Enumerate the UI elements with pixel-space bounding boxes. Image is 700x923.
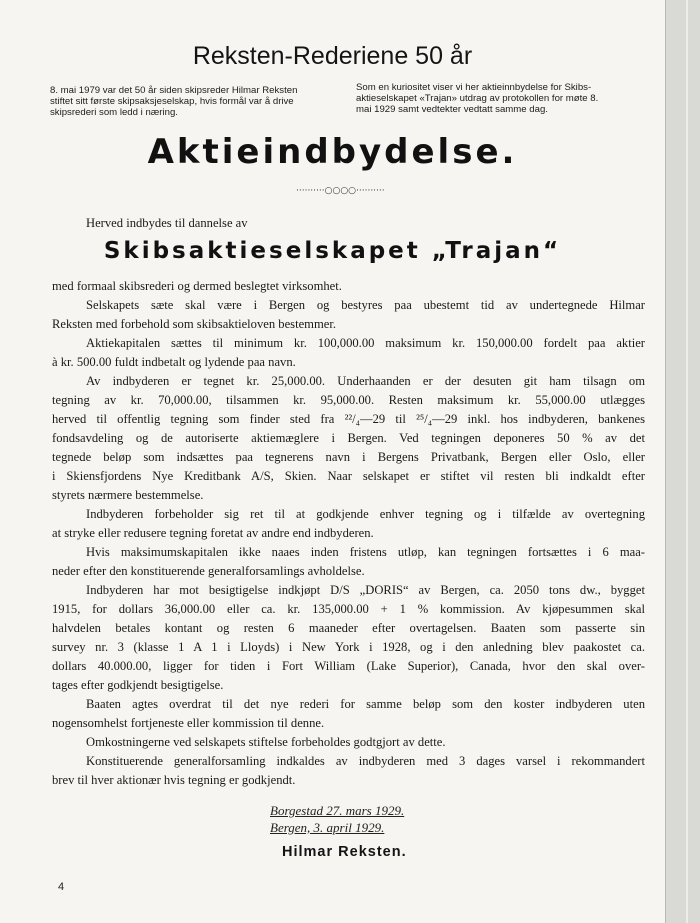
body-line: à kr. 500.00 fuldt indbetalt og lydende paa navn.	[52, 355, 296, 369]
intro-right	[356, 82, 646, 115]
intro-right-line: aktieselskapet «Trajan» utdrag av protokollen for møte 8.	[356, 93, 599, 104]
intro-left-line: 8. mai 1979 var det 50 år siden skipsreder Hilmar Reksten	[50, 85, 298, 96]
ornament-divider: ··········○○○○··········	[296, 186, 385, 196]
body-line: halvdelen betales kontant og resten 6 maaneder efter overtagelsen. Baaten som passerte sin	[52, 621, 645, 635]
page-edge	[665, 0, 700, 923]
page-number: 4	[58, 881, 65, 893]
body-line: neder efter den konstituerende generalforsamlings avholdelse.	[52, 564, 365, 578]
body-line: fondsavdeling og de autoriserte aktiemæglere i Bergen. Ved tegningen deponeres 50 % av det	[52, 431, 645, 445]
body-line: Hvis maksimumskapitalen ikke naaes inden fristens utløp, kan tegningen fortsættes i 6 maa-	[86, 545, 645, 559]
body-line: at stryke eller redusere tegning foretat av andre end indbyderen.	[52, 526, 374, 540]
body-line: dollars 40.000.00, ligger for tiden i Fort William (Lake Superior), Canada, hvor den skal over-	[52, 659, 645, 673]
body-line: tages efter godkjendt besigtigelse.	[52, 678, 224, 692]
page-edge-line	[686, 0, 688, 923]
body-line: styrets nærmere bestemmelse.	[52, 488, 204, 502]
intro-left	[50, 85, 340, 118]
body-line: Indbyderen forbeholder sig ret til at godkjende enhver tegning og i tilfælde av overtegning	[86, 507, 645, 521]
place-date-bergen: Bergen, 3. april 1929.	[270, 820, 385, 835]
intro-right-line: Som en kuriositet viser vi her aktieinnbydelse for Skibs-	[356, 82, 592, 93]
intro-left-line: skipsrederi som ledd i næring.	[50, 107, 178, 118]
intro-right-line: mai 1929 samt vedtekter vedtatt samme dag.	[356, 104, 548, 115]
body-line: i Skiensfjordens Nye Kreditbank A/S, Skien. Naar selskapet er stiftet vil resten bli indkaldt efter	[52, 469, 645, 483]
body-line: 1915, for dollars 36,000.00 eller ca. kr. 135,000.00 + 1 % kommission. Av kjøpesummen skal	[52, 602, 645, 616]
page-title: Reksten-Rederiene 50 år	[192, 42, 473, 70]
body-line: Omkostningerne ved selskapets stiftelse forbeholdes godtgjort av dette.	[86, 735, 446, 749]
signature-name: Hilmar Reksten.	[282, 844, 407, 860]
document-heading: Aktieindbydelse.	[147, 132, 518, 172]
body-line: med formaal skibsrederi og dermed beslegtet virksomhet.	[52, 279, 342, 293]
body-line: Aktiekapitalen sættes til minimum kr. 100,000.00 maksimum kr. 150,000.00 fordelt paa aktier	[86, 336, 645, 350]
body-line: herved til offentlig tegning som finder sted fra ²²/₄—29 til ²⁵/₄—29 inkl. hos indbyderen, bankenes	[52, 412, 645, 426]
body-line: Baaten agtes overdrat til det nye rederi for samme beløp som den koster indbyderen uten	[86, 697, 645, 711]
body-line: tegnede beløp som indsættes paa tegnerens navn i Bergens Privatbank, Bergen eller Oslo, eller	[52, 450, 645, 464]
intro-left-line: stiftet sitt første skipsaksjeselskap, hvis formål var å drive	[50, 96, 294, 107]
body-line: survey nr. 3 (klasse 1 A 1 i Lloyds) i New York i 1928, og i den anledning blev paakostet ca.	[52, 640, 645, 654]
body-line: Konstituerende generalforsamling indkaldes av indbyderen med 3 dages varsel i rekommandert	[86, 754, 645, 768]
company-name: Skibsaktieselskapet „Trajan“	[103, 238, 562, 264]
body-line: Indbyderen har mot besigtigelse indkjøpt D/S „DORIS“ av Bergen, ca. 2050 tons dw., bygget	[86, 583, 645, 597]
body-line: brev til hver aktionær hvis tegning er godkjendt.	[52, 773, 296, 787]
body-line: Selskapets sæte skal være i Bergen og bestyres paa ubestemt tid av undertegnede Hilmar	[86, 298, 645, 312]
place-date-borgestad: Borgestad 27. mars 1929.	[270, 803, 405, 818]
body-line: nogensomhelst fortjeneste eller kommission til denne.	[52, 716, 325, 730]
invite-line: Herved indbydes til dannelse av	[86, 216, 248, 230]
body-line: Reksten med forbehold som skibsaktieloven bestemmer.	[52, 317, 337, 331]
body-line: Av indbyderen er tegnet kr. 25,000.00. Underhaanden er der desuten git ham tilsagn om	[86, 374, 645, 388]
body-line: tegning av kr. 70,000.00, tilsammen kr. 95,000.00. Resten maksimum kr. 55,000.00 utlægges	[52, 393, 645, 407]
